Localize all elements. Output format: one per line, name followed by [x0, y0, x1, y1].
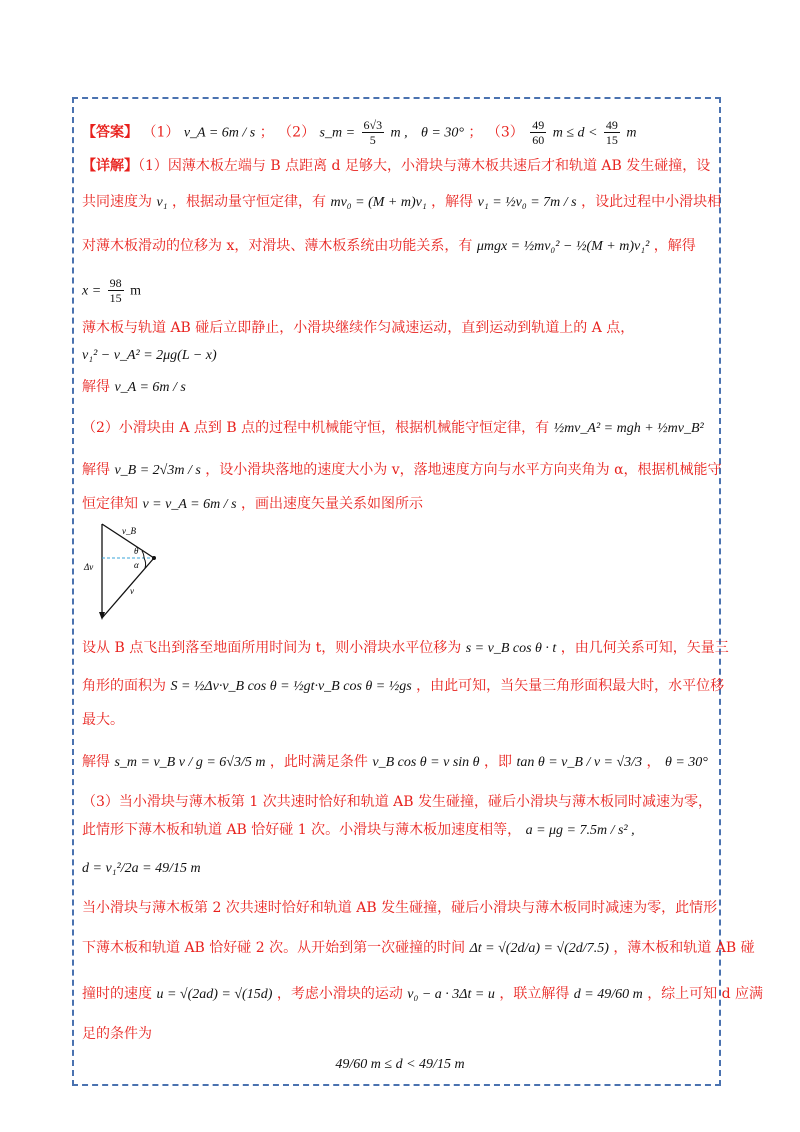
- detail-text: ，联立解得: [499, 986, 570, 1002]
- detail-text: （1）因薄木板左端与 B 点距离 d 足够大，小滑块与薄木板共速后才和轨道 AB 发生碰撞，设: [138, 158, 711, 174]
- detail-text: ，画出速度矢量关系如图所示: [240, 496, 423, 512]
- detail-line-3: [82, 236, 696, 257]
- math-sm: s_m = v_B v / g = 6√3/5 m: [114, 755, 266, 770]
- frac-den: 15: [109, 291, 122, 305]
- answer-sm-unit: m ,: [390, 125, 408, 141]
- math-v1: v₁: [156, 195, 168, 210]
- detail-line-6: [82, 377, 186, 398]
- detail-text: ，由几何关系可知，矢量三: [560, 640, 729, 656]
- detail-text: 此情形下薄木板和轨道 AB 恰好碰 1 次。小滑块与薄木板加速度相等，: [82, 822, 522, 838]
- answer-label: 【答案】: [82, 124, 138, 141]
- detail-text: 足的条件为: [82, 1026, 152, 1042]
- detail-line-17: [82, 898, 717, 918]
- frac-den: 60: [532, 133, 545, 147]
- detail-text: ，考虑小滑块的运动: [276, 986, 403, 1002]
- answer-sep: ；: [468, 124, 483, 141]
- answer-sep: ；: [259, 124, 274, 141]
- detail-line-10: [82, 638, 729, 659]
- math-motion: v₀ − a · 3Δt = u: [407, 987, 495, 1002]
- label-vB: v_B: [122, 526, 136, 536]
- answer-sm-fraction: [362, 118, 385, 147]
- math-energy: μmgx = ½mv₀² − ½(M + m)v₁²: [476, 239, 650, 254]
- detail-text: 最大。: [82, 712, 124, 728]
- detail-text: ，薄木板和轨道 AB 碰: [613, 940, 755, 956]
- label-dv: Δv: [84, 562, 94, 572]
- detail-text: 撞时的速度: [82, 986, 152, 1002]
- detail-text: 下薄木板和轨道 AB 恰好碰 2 次。从开始到第一次碰撞的时间: [82, 940, 466, 956]
- final-condition: [0, 1054, 800, 1075]
- math-vA: v_A = 6m / s: [114, 380, 186, 395]
- detail-line-8: [82, 460, 722, 481]
- detail-line-9: [82, 494, 423, 515]
- detail-text: ，由此可知，当矢量三角形面积最大时，水平位移: [416, 678, 725, 694]
- frac-num: 49: [532, 118, 545, 132]
- math-dt: Δt = √(2d/a) = √(2d/7.5): [469, 941, 609, 956]
- detail-line-16: [82, 858, 201, 879]
- detail-text: ，综上可知 d 应满: [647, 986, 764, 1002]
- math-momentum: mv₀ = (M + m)v₁: [330, 195, 427, 210]
- math-tan: tan θ = v_B / v = √3/3: [516, 755, 643, 770]
- detail-text: 共同速度为: [82, 194, 152, 210]
- detail-text: 对薄木板滑动的位移为 x，对滑块、薄木板系统由功能关系，有: [82, 238, 473, 254]
- math-condition: v_B cos θ = v sin θ: [372, 755, 480, 770]
- detail-text: 解得: [82, 379, 110, 395]
- label-v: v: [130, 586, 134, 596]
- math-theta: θ = 30°: [664, 755, 708, 770]
- answer-theta: θ = 30°: [421, 125, 464, 141]
- answer-part2-label: （2）: [278, 124, 316, 141]
- detail-text: ，设此过程中小滑块相: [581, 194, 722, 210]
- detail-line-12: [82, 710, 124, 730]
- detail-line-7: [82, 418, 704, 439]
- answer-sm-left: s_m =: [319, 125, 356, 141]
- answer-vA: v_A = 6m / s: [183, 125, 256, 141]
- detail-line-20: [82, 1024, 152, 1044]
- answer-line: [82, 118, 636, 147]
- detail-line-14: [82, 792, 712, 812]
- detail-text: （2）小滑块由 A 点到 B 点的过程中机械能守恒，根据机械能守恒定律，有: [82, 420, 550, 436]
- math-mech-energy: ½mv_A² = mgh + ½mv_B²: [553, 421, 704, 436]
- detail-line-4: [82, 318, 634, 338]
- frac-den: 5: [369, 133, 376, 147]
- frac-num: 6√3: [363, 118, 383, 132]
- answer-d-frac1: [530, 118, 546, 147]
- detail-line-15: [82, 820, 635, 841]
- detail-text: ，即: [484, 754, 513, 770]
- detail-label: 【详解】: [82, 158, 138, 174]
- detail-line-18: [82, 938, 755, 959]
- detail-text: 当小滑块与薄木板第 2 次共速时恰好和轨道 AB 发生碰撞，碰后小滑块与薄木板同时减速为零，此情形: [82, 900, 718, 916]
- detail-text: 角形的面积为: [82, 678, 166, 694]
- detail-text: ，解得: [431, 194, 474, 210]
- math-v1-solution: v₁ = ½v₀ = 7m / s: [477, 195, 577, 210]
- answer-d-mid: m ≤ d <: [552, 125, 598, 141]
- math-vB: v_B = 2√3m / s: [114, 463, 201, 478]
- math-displacement: s = v_B cos θ · t: [465, 641, 557, 656]
- detail-text: ，设小滑块落地的速度大小为 v，落地速度方向与水平方向夹角为 α，根据机械能守: [205, 462, 722, 478]
- detail-line-5: [82, 345, 217, 366]
- detail-text: ，此时满足条件: [269, 754, 368, 770]
- frac-den: 15: [605, 133, 618, 147]
- math-x-frac: [108, 276, 124, 305]
- detail-text: ，根据动量守恒定律，有: [172, 194, 326, 210]
- detail-line-1: [82, 156, 710, 176]
- math-u: u = √(2ad) = √(15d): [156, 987, 273, 1002]
- detail-text: ，: [646, 754, 661, 770]
- velocity-triangle-diagram: [82, 518, 172, 628]
- math-area: S = ½Δv·v_B cos θ = ½gt·v_B cos θ = ½gs: [170, 679, 412, 694]
- detail-text: 设从 B 点飞出到落至地面所用时间为 t，则小滑块水平位移为: [82, 640, 462, 656]
- theta-arc: [142, 551, 144, 558]
- answer-d-frac2: [604, 118, 620, 147]
- alpha-arc: [144, 558, 146, 568]
- math-d-single: d = v₁²/2a = 49/15 m: [82, 861, 201, 876]
- detail-text: 恒定律知: [82, 496, 138, 512]
- detail-text: ，解得: [653, 238, 696, 254]
- detail-line-2: [82, 192, 721, 213]
- label-alpha: α: [134, 560, 139, 570]
- detail-text: 解得: [82, 462, 110, 478]
- math-x-left: x =: [82, 283, 102, 299]
- vector-v: [102, 558, 154, 618]
- detail-line-13: [82, 752, 708, 773]
- answer-part3-label: （3）: [486, 124, 524, 141]
- answer-part1-label: （1）: [142, 124, 180, 141]
- detail-text: 薄木板与轨道 AB 碰后立即静止，小滑块继续作匀减速运动，直到运动到轨道上的 A 点，: [82, 320, 635, 336]
- math-accel: a = μg = 7.5m / s² ,: [525, 823, 635, 838]
- point-B: [152, 556, 156, 560]
- detail-line-x: [82, 276, 141, 305]
- frac-num: 49: [605, 118, 618, 132]
- math-final: 49/60 m ≤ d < 49/15 m: [335, 1057, 465, 1072]
- label-theta: θ: [134, 546, 139, 556]
- detail-line-19: [82, 984, 763, 1005]
- frac-num: 98: [109, 276, 122, 290]
- answer-d-unit: m: [626, 125, 637, 141]
- math-kinematics: v₁² − v_A² = 2μg(L − x): [82, 348, 217, 363]
- math-v: v = v_A = 6m / s: [142, 497, 237, 512]
- math-d-double: d = 49/60 m: [573, 987, 643, 1002]
- detail-line-11: [82, 676, 724, 697]
- detail-text: 解得: [82, 754, 110, 770]
- math-x-unit: m: [130, 283, 141, 299]
- detail-text: （3）当小滑块与薄木板第 1 次共速时恰好和轨道 AB 发生碰撞，碰后小滑块与薄木板同时减速为零，: [82, 794, 713, 810]
